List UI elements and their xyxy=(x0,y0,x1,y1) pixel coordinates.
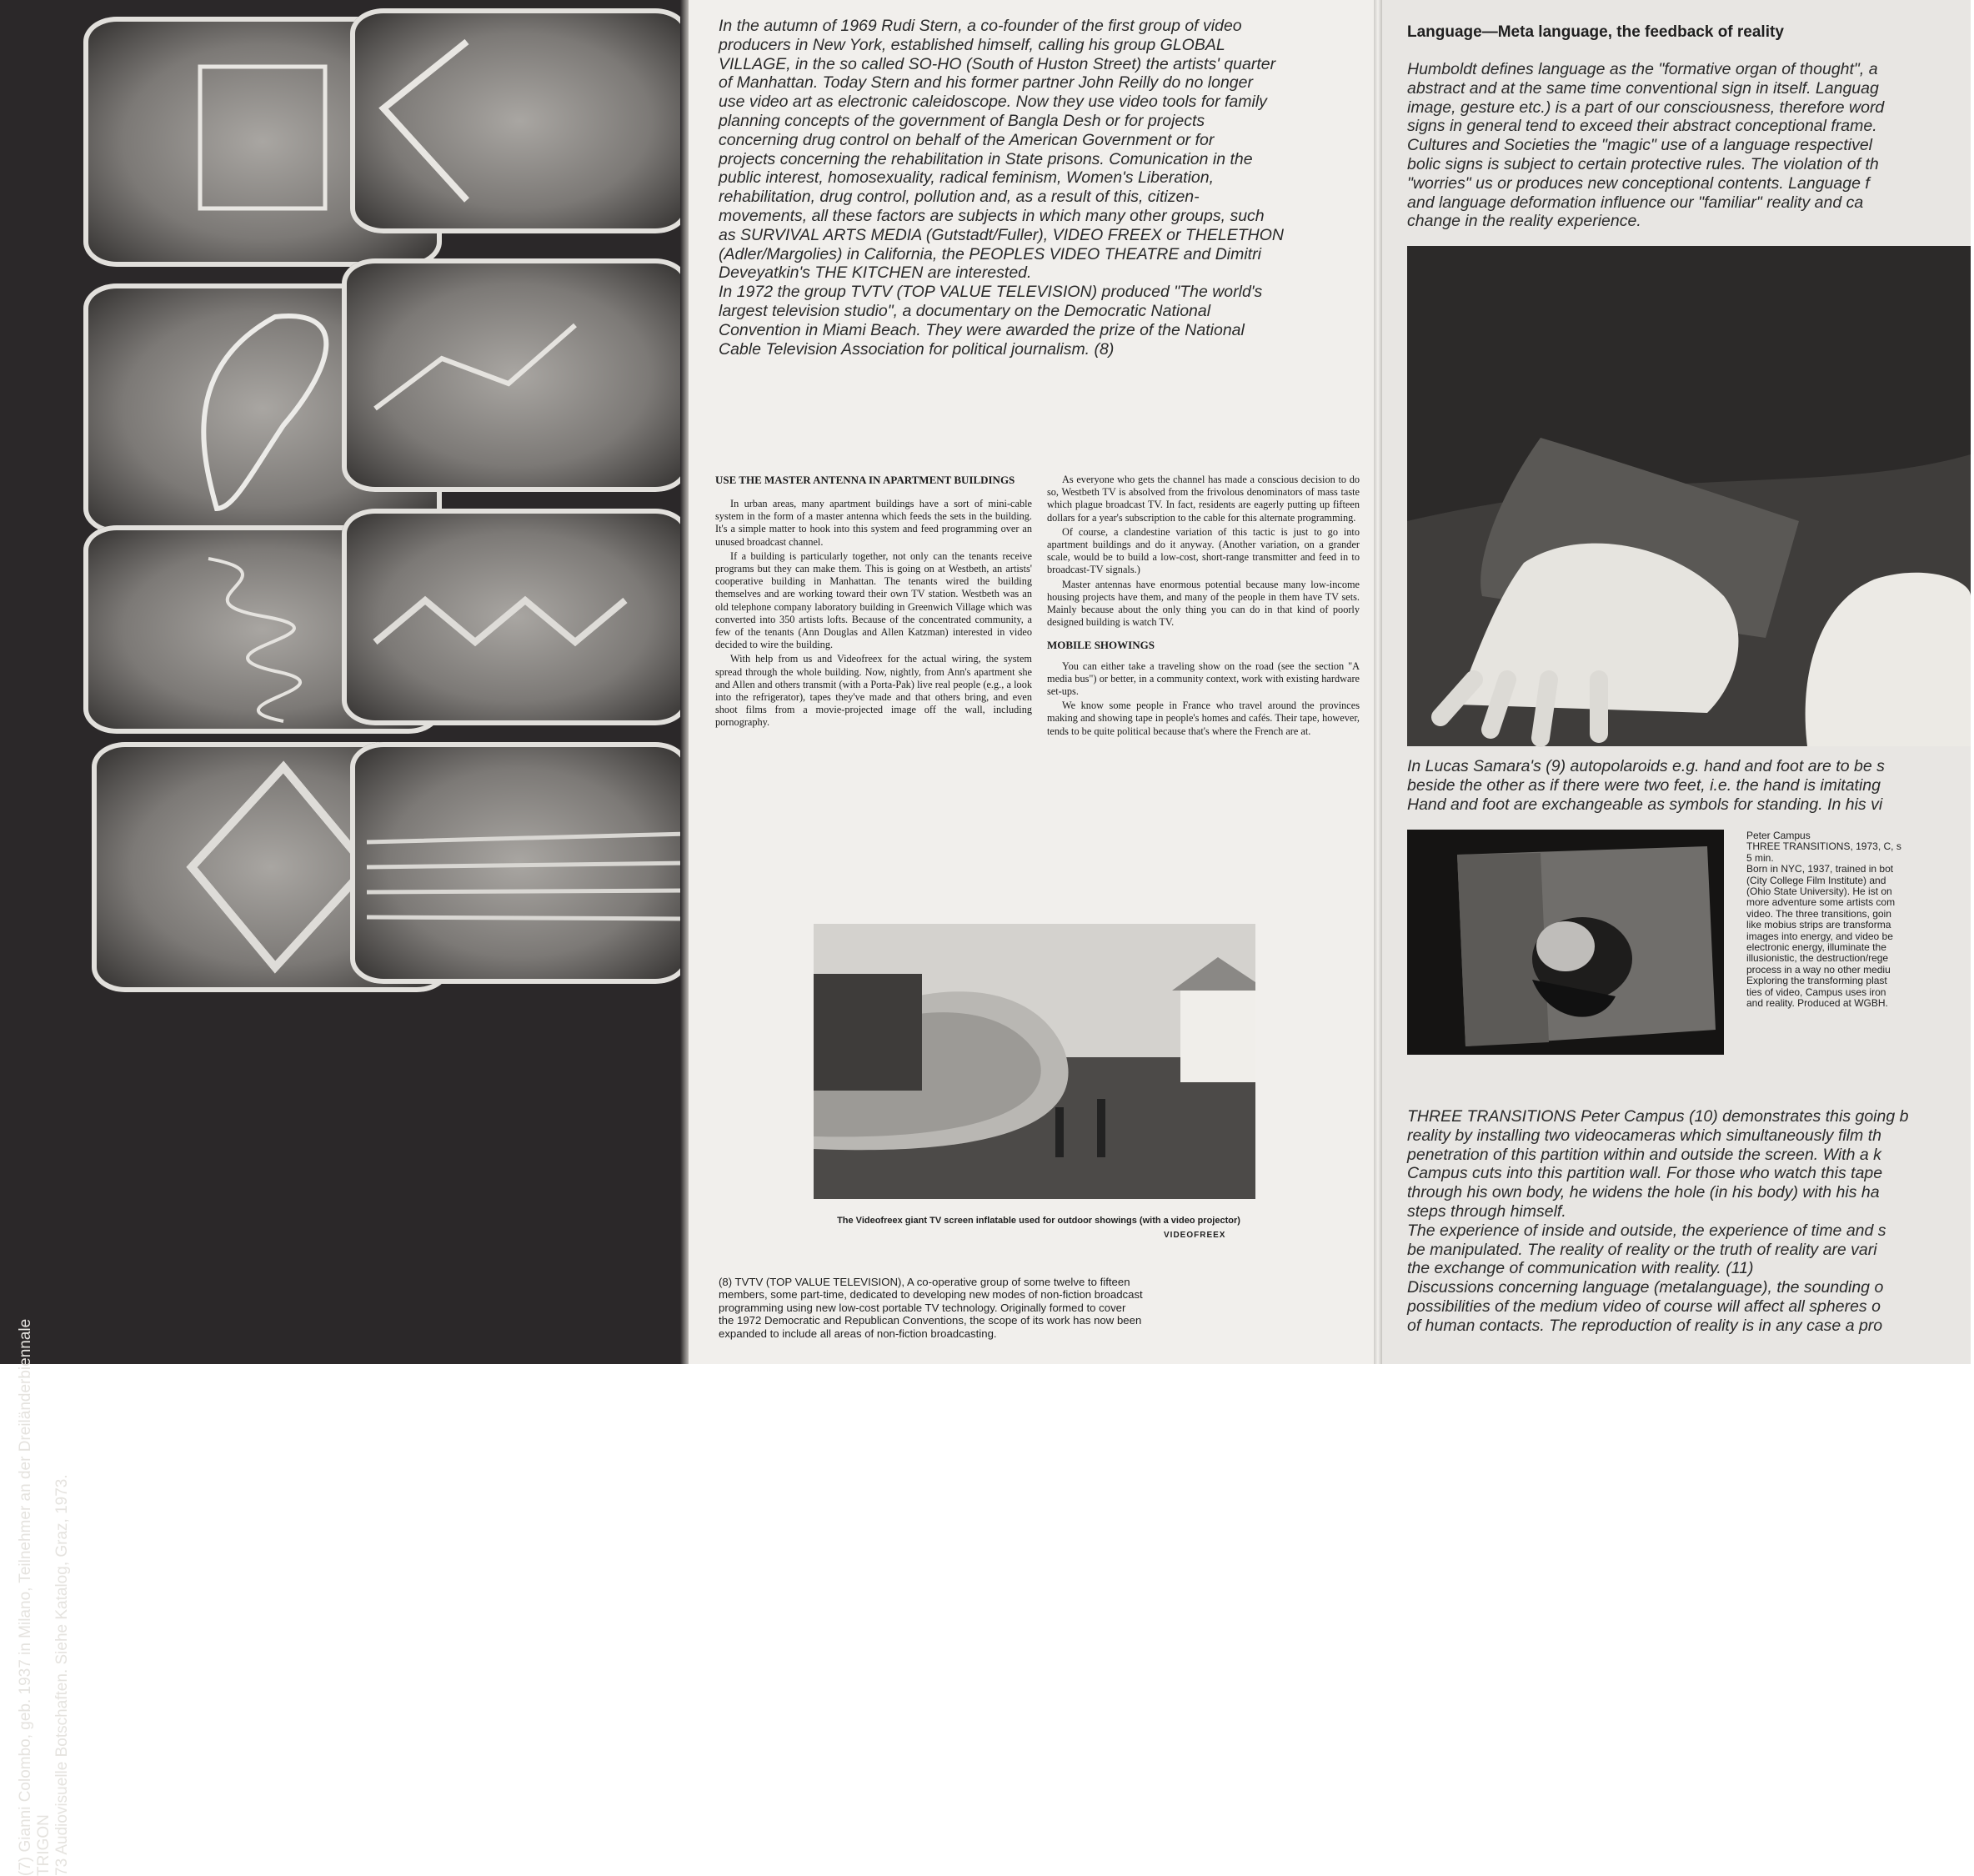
right-para-2: In Lucas Samara's (9) autopolaroids e.g. hand and foot are to be s beside the other as if there were two feet, i.e. the hand is imitating Hand and foot are exchangeable as symbols for standing. In his vi xyxy=(1407,757,1885,814)
middle-panel-article xyxy=(689,0,1382,1364)
column-2-heading: MOBILE SHOWINGS xyxy=(1047,639,1155,652)
right-panel-article xyxy=(1382,0,1971,1364)
column-2-paragraph: As everyone who gets the channel has made a conscious decision to do so, Westbeth TV is absolved from the frivolous denominators of mass taste which plague broadcast TV. In fact, residents are eagerly putting up fifteen dollars for a year's subscription to the cable for this alternate programming. xyxy=(1047,474,1360,524)
intro-text: In the autumn of 1969 Rudi Stern, a co-founder of the first group of video producers in New York, established himself, calling his group GLOBAL VILLAGE, in the so called SO-HO (South of Huston Street) the artists' quarter of Manhattan. Today Stern and his former partner John Reilly do no longer use video art as electronic caleidoscope. Now they use video tools for family planning concepts of the government of Bangla Desh or for projects concerning drug control on behalf of the American Government or for projects concerning the rehabilitation in State prisons. Comunication in the public interest, homosexuality, radical feminism, Women's Liberation, rehabilitation, drug control, pollution and, as a result of this, citizen- movements, all these factors are subjects in which many other groups, such as SURVIVAL ARTS MEDIA (Gutstadt/Fuller), VIDEO FREEX or THELETHON (Adler/Margolies) in California, the PEOPLES VIDEO THEATRE and Dimitri Deveyatkin's THE KITCHEN are interested. In 1972 the group TVTV (TOP VALUE TELEVISION) produced "The world's largest television studio", a documentary on the Democratic National Convention in Miami Beach. They were awarded the prize of the National Cable Television Association for political journalism. (8) xyxy=(719,17,1284,359)
campus-info: Peter Campus THREE TRANSITIONS, 1973, C, s 5 min. Born in NYC, 1937, trained in bot (City College Film Institute) and (Ohio State University). He ist on more adventure some artists com video. The three transitions, goin like mobius strips are transforma images into energy, and video be electronic energy, illuminate the illusionistic, the destruction/rege process in a way no other mediu Exploring the transforming plast ties of video, Campus uses iron and reality. Produced at WGBH. xyxy=(1746,830,1901,1010)
column-2-paragraph: Of course, a clandestine variation of this tactic is just to go into apartment buildings and do it anyway. (Another variation, on a grander scale, would be to build a low-cost, short-range transmitter and feed in to broadcast-TV signals.) xyxy=(1047,525,1360,576)
tv-still-stripes xyxy=(350,742,689,984)
right-heading: Language—Meta language, the feedback of reality xyxy=(1407,23,1784,41)
inflatable-screen-photo xyxy=(814,924,1255,1199)
photo-caption: The Videofreex giant TV screen inflatable used for outdoor showings (with a video projector) xyxy=(837,1216,1240,1226)
fold-shadow xyxy=(1374,0,1382,1364)
article-column-1 xyxy=(715,474,1032,731)
left-panel-video-stills xyxy=(0,0,689,1876)
article-column-2 xyxy=(1047,474,1360,740)
column-2-paragraph: You can either take a traveling show on the road (see the section "A media bus") or better, in a community context, work with existing hardware set-ups. xyxy=(1047,660,1360,698)
column-1-paragraph: If a building is particularly together, not only can the tenants receive programs but they can make them. This is going on at Westbeth, an artists' cooperative building in Manhattan. The tenants wired the building themselves and are working toward their own TV station. Westbeth was an old telephone company laboratory building in Greenwich Village which was converted into 350 artists lofts. Because of the concentrated community, a few of the tenants (Ann Douglas and Allen Katzman) interested in video decided to wire the building. xyxy=(715,549,1032,651)
tv-still-wave-right xyxy=(342,258,689,492)
tv-still-chevron xyxy=(350,8,689,233)
photo-credit: VIDEOFREEX xyxy=(1164,1231,1226,1240)
right-para-1: Humboldt defines language as the "formative organ of thought", a abstract and at the same time conventional sign in itself. Languag image, gesture etc.) is a part of our consciousness, therefore word signs in general tend to exceed their abstract conceptional frame. Cultures and Societies the "magic" use of a language respectivel bolic signs is subject to certain protective rules. The violation of th "worries" us or produces new conceptional contents. Language f and language deformation influence our "familiar" reality and ca change in the reality experience. xyxy=(1407,60,1885,231)
column-1-heading: USE THE MASTER ANTENNA IN APARTMENT BUILDINGS xyxy=(715,474,1015,486)
vertical-caption xyxy=(17,764,71,1876)
column-2-paragraph: We know some people in France who travel around the provinces making and showing tape in people's homes and cafés. Their tape, however, tends to be quite political because that's where the French are at. xyxy=(1047,700,1360,737)
right-para-3: THREE TRANSITIONS Peter Campus (10) demonstrates this going b reality by installing two videocameras which simultaneously film th penetration of this partition within and outside the screen. With a k Campus cuts into this partition wall. For those who watch this tape through his own body, he widens the hole (in his body) with his ha steps through himself. The experience of inside and outside, the experience of time and s be manipulated. The reality of reality or the truth of reality are vari the exchange of communication with reality. (11) Discussions concerning language (metalanguage), the sounding o possibilities of the medium video of course will affect all spheres o of human contacts. The reproduction of reality is in any case a pro xyxy=(1407,1107,1909,1335)
column-1-paragraph: With help from us and Videofreex for the actual wiring, the system spread through the whole building. Now, nightly, from Ann's apartment she and Allen and others transmit (with a Porta-Pak) live real people (e.g., a look into the refrigerator), tapes they've made and that others bring, and even shoot films from a movie-projected image off the wall, including pornography. xyxy=(715,653,1032,729)
tv-still-zigzag xyxy=(342,509,689,725)
fold-shadow xyxy=(680,0,689,1364)
column-1-paragraph: In urban areas, many apartment buildings have a sort of mini-cable system in the form of a master antenna which feeds the sets in the building. It's a simple matter to hook into this system and feed programming over an unused broadcast channel. xyxy=(715,498,1032,548)
column-2-paragraph: Master antennas have enormous potential because many low-income housing projects have them, and many of the people in them have TV sets. Mainly because about the only thing you can do in that kind of poorly designed building is watch TV. xyxy=(1047,578,1360,629)
hand-foot-photo xyxy=(1407,246,1971,746)
caption-line-2: 73 Audiovisuelle Botschaften. Siehe Katalog, Graz, 1973. xyxy=(53,1474,71,1876)
caption-line-1: (7) Gianni Colombo, geb. 1937 in Milano, Teilnehmer an der Dreiländerbiennale TRIGON xyxy=(17,1318,53,1876)
footnote: (8) TVTV (TOP VALUE TELEVISION), A co-operative group of some twelve to fifteen members, some part-time, dedicated to developing new modes of non-fiction broadcast programming using new low-cost portable TV technology. Originally formed to cover the 1972 Democratic and Republican Conventions, the scope of its work has now been expanded to include all areas of non-fiction broadcasting. xyxy=(719,1276,1143,1340)
three-transitions-photo xyxy=(1407,830,1724,1055)
